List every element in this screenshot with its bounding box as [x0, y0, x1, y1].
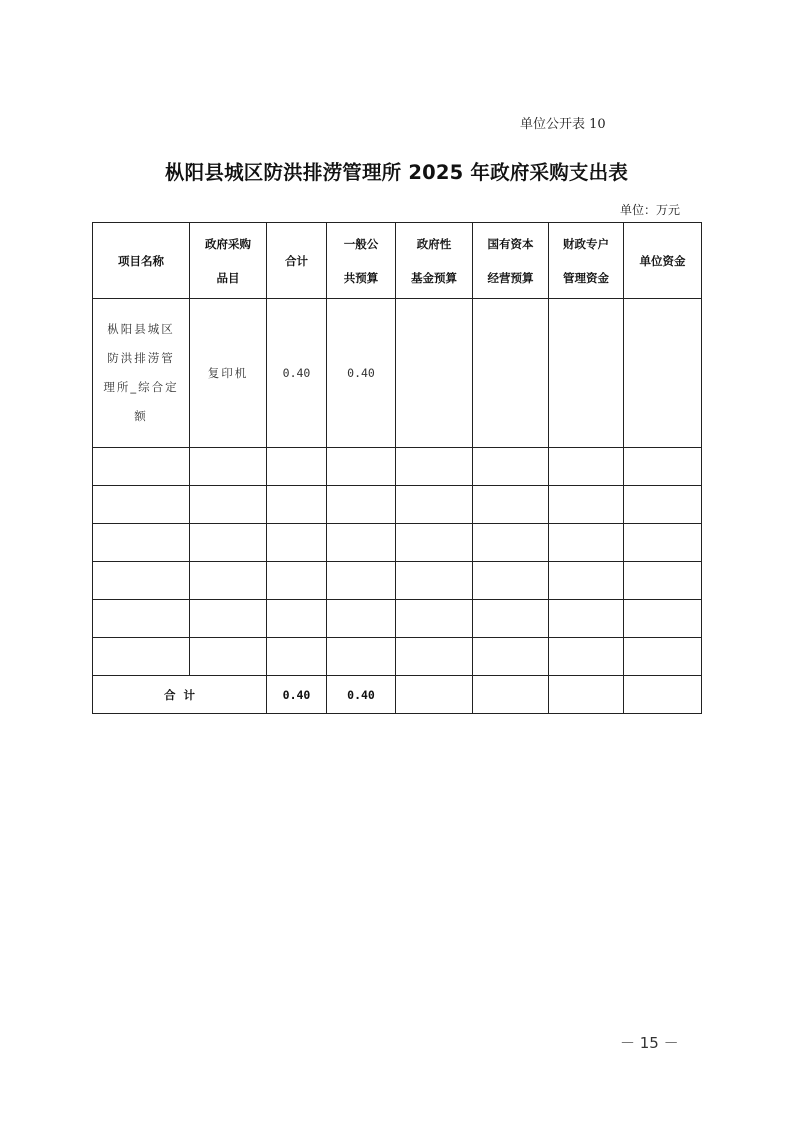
total-cell: 0.40: [267, 299, 327, 448]
empty-row: [93, 486, 702, 524]
empty-row: [93, 562, 702, 600]
procurement-expenditure-table: [92, 222, 702, 714]
fiscal-special-account-cell: [549, 299, 624, 448]
project-name-cell: 枞阳县城区 防洪排涝管 理所_综合定 额: [93, 299, 190, 448]
table-number: 单位公开表 10: [520, 117, 606, 132]
header-general-budget: 一般公 共预算: [327, 223, 396, 299]
gov-fund-budget-cell: [396, 299, 473, 448]
empty-row: [93, 638, 702, 676]
table-row: [93, 299, 702, 448]
empty-row: [93, 448, 702, 486]
total-general-budget-cell: 0.40: [327, 676, 396, 714]
state-capital-budget-cell: [473, 299, 549, 448]
header-unit-funds: 单位资金: [624, 223, 702, 299]
header-procurement-item: 政府采购 品目: [190, 223, 267, 299]
unit-label: 单位：万元: [619, 203, 680, 217]
header-row: [93, 223, 702, 299]
total-row: [93, 676, 702, 714]
procurement-item-cell: 复印机: [190, 299, 267, 448]
page-title: 枞阳县城区防洪排涝管理所 2025 年政府采购支出表: [164, 161, 629, 184]
unit-funds-cell: [624, 299, 702, 448]
header-gov-fund-budget: 政府性 基金预算: [396, 223, 473, 299]
empty-row: [93, 524, 702, 562]
page-number: － 15 －: [620, 1034, 679, 1052]
header-fiscal-special-account: 财政专户 管理资金: [549, 223, 624, 299]
total-label: 合 计: [93, 676, 267, 714]
header-state-capital-budget: 国有资本 经营预算: [473, 223, 549, 299]
total-sum-cell: 0.40: [267, 676, 327, 714]
header-total: 合计: [267, 223, 327, 299]
header-project-name: 项目名称: [93, 223, 190, 299]
empty-row: [93, 600, 702, 638]
general-budget-cell: 0.40: [327, 299, 396, 448]
